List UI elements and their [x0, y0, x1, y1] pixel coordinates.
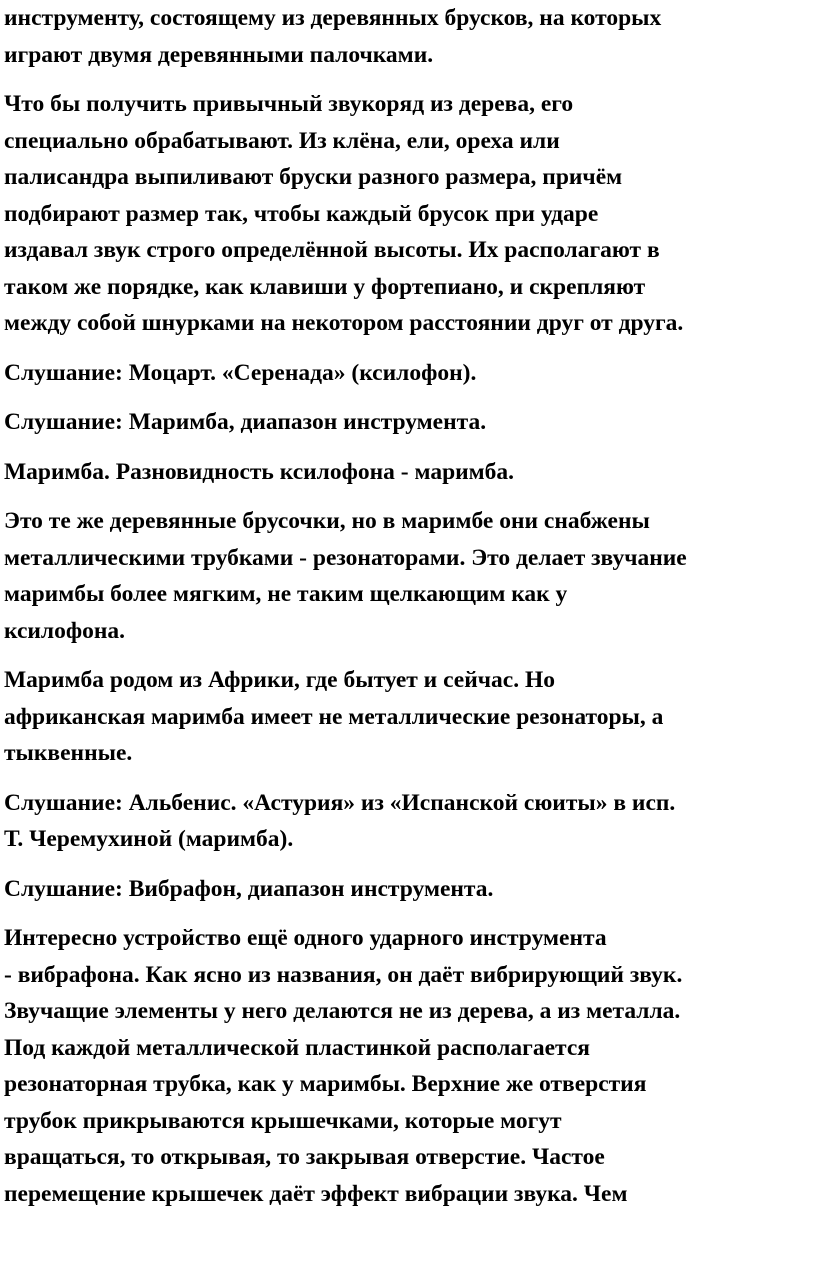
- text-line: Маримба. Разновидность ксилофона - маримба.: [4, 458, 515, 485]
- paragraph-xylophone-making: [4, 86, 812, 342]
- text-line: Это те же деревянные брусочки, но в маримбе они снабжены: [4, 508, 650, 534]
- text-line: Интересно устройство ещё одного ударного инструмента: [4, 925, 607, 951]
- paragraph-listening-mozart: [4, 355, 812, 392]
- text-line: резонаторная трубка, как у маримбы. Верхние же отверстия: [4, 1071, 647, 1097]
- text-line: Слушание: Вибрафон, диапазон инструмента.: [4, 875, 494, 902]
- text-line: таком же порядке, как клавиши у фортепиано, и скрепляют: [4, 273, 646, 300]
- paragraph-listening-vibraphone: [4, 871, 812, 908]
- text-line: Слушание: Маримба, диапазон инструмента.: [4, 409, 487, 435]
- text-line: ксилофона.: [4, 617, 126, 644]
- text-line: трубок прикрываются крышечками, которые могут: [4, 1107, 562, 1134]
- text-line: металлическими трубками - резонаторами. Это делает звучание: [4, 544, 687, 571]
- text-line: играют двумя деревянными палочками.: [4, 41, 434, 68]
- paragraph-vibraphone-description: [4, 920, 812, 1212]
- text-line: Т. Черемухиной (маримба).: [4, 826, 294, 852]
- text-line: Маримба родом из Африки, где бытует и сейчас. Но: [4, 667, 555, 693]
- text-line: издавал звук строго определённой высоты. Их располагают в: [4, 237, 660, 263]
- text-line: палисандра выпиливают бруски разного размера, причём: [4, 164, 623, 190]
- text-line: маримбы более мягким, не таким щелкающим как у: [4, 581, 568, 607]
- text-line: вращаться, то открывая, то закрывая отверстие. Частое: [4, 1144, 605, 1170]
- text-line: подбирают размер так, чтобы каждый брусок при ударе: [4, 200, 599, 227]
- paragraph-listening-albeniz: [4, 785, 812, 858]
- text-line: перемещение крышечек даёт эффект вибрации звука. Чем: [4, 1180, 628, 1207]
- paragraph-marimba-origin: [4, 662, 812, 772]
- text-line: - вибрафона. Как ясно из названия, он даёт вибрирующий звук.: [4, 961, 683, 988]
- text-line: Звучащие элементы у него делаются не из дерева, а из металла.: [4, 998, 681, 1024]
- paragraph-listening-marimba: [4, 404, 812, 441]
- text-line: между собой шнурками на некотором расстоянии друг от друга.: [4, 310, 684, 336]
- text-line: Слушание: Альбенис. «Астурия» из «Испанской сюиты» в исп.: [4, 789, 676, 816]
- text-line: Что бы получить привычный звукоряд из дерева, его: [4, 91, 574, 117]
- text-line: Под каждой металлической пластинкой располагается: [4, 1034, 590, 1061]
- text-line: Слушание: Моцарт. «Серенада» (ксилофон).: [4, 359, 477, 386]
- paragraph-marimba-description: [4, 503, 812, 649]
- text-line: тыквенные.: [4, 740, 133, 766]
- text-line: африканская маримба имеет не металлические резонаторы, а: [4, 703, 664, 730]
- text-line: инструменту, состоящему из деревянных брусков, на которых: [4, 5, 662, 31]
- paragraph-marimba-heading: [4, 454, 812, 491]
- text-line: специально обрабатывают. Из клёна, ели, ореха или: [4, 127, 560, 154]
- paragraph-xylophone-intro: [4, 0, 812, 73]
